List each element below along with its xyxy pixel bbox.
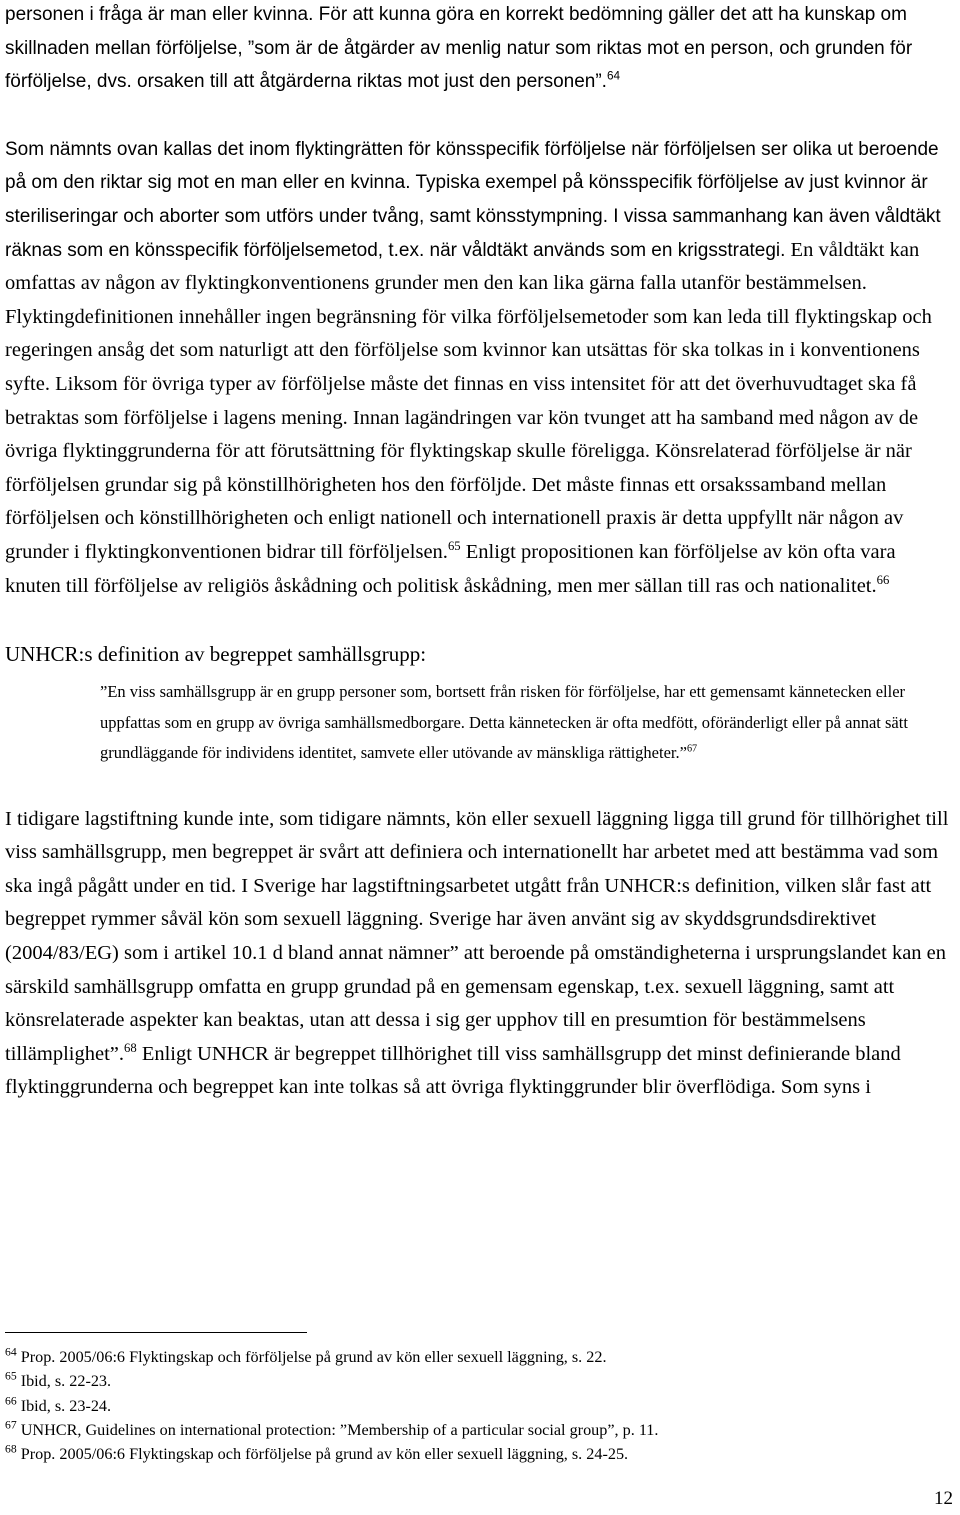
document-body: [5, 0, 955, 1105]
page-number: 12: [934, 1488, 953, 1509]
footnote-67: [5, 1418, 945, 1442]
section-heading: UNHCR:s definition av begreppet samhällsgrupp:: [5, 642, 427, 667]
footnote-64: [5, 1345, 945, 1369]
footnote-ref-67: 67: [686, 743, 698, 755]
footnote-text: Ibid, s. 23-24.: [16, 1396, 112, 1415]
footnote-ref-68: 68: [124, 1040, 137, 1055]
footnote-text: UNHCR, Guidelines on international protection: ”Membership of a particular social group”, p. 11.: [16, 1420, 659, 1439]
footnote-68: [5, 1442, 945, 1466]
footnote-66: [5, 1394, 945, 1418]
paragraph-social-group-text-2: Enligt UNHCR är begreppet tillhörighet till viss samhällsgrupp det minst definierande bland flyktinggrunderna och begreppet kan inte tolkas så att övriga flyktinggrunder blir överflödiga. Som syns i: [5, 1042, 901, 1099]
footnote-number: 67: [5, 1418, 17, 1432]
footnote-number: 68: [5, 1442, 17, 1456]
paragraph-gender-persecution: [5, 133, 955, 603]
footnotes: [5, 1332, 945, 1466]
block-quote-text: ”En viss samhällsgrupp är en grupp personer som, bortsett från risken för förföljelse, har ett gemensamt kännetecken eller uppfattas som en grupp av övriga samhällsmedborgare. Detta kännetecken är ofta medfött, oföränderligt eller på annat sätt grundläggande för individens identitet, samvete eller utövande av mänskliga rättigheter.”: [100, 682, 908, 763]
paragraph-intro-text: personen i fråga är man eller kvinna. För att kunna göra en korrekt bedömning gäller det att ha kunskap om skillnaden mellan förföljelse, ”som är de åtgärder av menlig natur som riktas mot en person, och grunden för förföljelse, dvs. orsaken till att åtgärderna riktas mot just den personen”.: [5, 4, 913, 93]
footnote-text: Prop. 2005/06:6 Flyktingskap och förföljelse på grund av kön eller sexuell läggning, s. 22.: [16, 1348, 607, 1366]
paragraph-gender-persecution-text: En våldtäkt kan omfattas av någon av flyktingkonventionens grunder men den kan lika gärna falla utanför bestämmelsen. Flyktingdefinitionen innehåller ingen begränsning för vilka förföljelsemetoder som kan leda till flyktingskap och regeringen ansåg det som naturligt att den förföljelse som kvinnor kan utsättas för ska tolkas in i konventionens syfte. Liksom för övriga typer av förföljelse måste det finnas en viss intensitet för att det överhuvudtaget ska få betraktas som förföljelse i lagens mening. Innan lagändringen var kön tvunget att ha samband med någon av de övriga flyktinggrunderna för att förutsättning för flyktingskap skulle föreligga. Könsrelaterad förföljelse är när förföljelsen grundar sig på könstillhörigheten hos den förföljde. Det måste finnas ett orsakssamband mellan förföljelsen och könstillhörigheten och enligt nationell och internationell praxis är detta uppfyllt när någon av grunder i flyktingkonventionen bidrar till förföljelsen.: [5, 238, 932, 563]
footnote-number: 66: [5, 1394, 17, 1408]
footnote-number: 65: [5, 1369, 17, 1383]
paragraph-social-group: [5, 803, 955, 1105]
footnote-text: Ibid, s. 22-23.: [16, 1372, 112, 1391]
footnote-divider: [5, 1332, 307, 1333]
paragraph-gender-persecution-sans-text: Som nämnts ovan kallas det inom flyktingrätten för könsspecifik förföljelse när förföljelsen ser olika ut beroende på om den riktar sig mot en man eller en kvinna. Typiska exempel på könsspecifik förföljelse av just kvinnor är steriliseringar och aborter som utförs under tvång, samt könsstympning. I vissa sammanhang kan även våldtäkt räknas som en könsspecifik förföljelsemetod, t.ex. när våldtäkt används som en krigsstrategi.: [5, 138, 941, 261]
paragraph-gender-persecution-text-2: Enligt propositionen kan förföljelse av kön ofta vara knuten till förföljelse av religiös åskådning och politisk åskådning, men mer sällan till ras och nationalitet.: [5, 540, 896, 597]
paragraph-social-group-text: I tidigare lagstiftning kunde inte, som tidigare nämnts, kön eller sexuell läggning ligga till grund för tillhörighet till viss samhällsgrupp, men begreppet är svårt att definiera och internationellt har arbetet med att bestämma vad som ska ingå pågått under en tid. I Sverige har lagstiftningsarbetet utgått från UNHCR:s definition, vilken slår fast att begreppet rymmer såväl kön som sexuell läggning. Sverige har även använt sig av skyddsgrundsdirektivet (2004/83/EG) som i artikel 10.1 d bland annat nämner” att beroende på omständigheterna i ursprungslandet kan en särskild samhällsgrupp omfatta en grupp grundad på en gemensam egenskap, t.ex. sexuell läggning, samt att könsrelaterade aspekter kan beaktas, utan att dessa i sig ger upphov till en presumtion för bestämmelsens tillämplighet”.: [5, 807, 949, 1065]
footnote-ref-64: 64: [606, 69, 621, 83]
paragraph-intro: [5, 0, 955, 99]
footnote-ref-65: 65: [447, 539, 461, 554]
footnote-65: [5, 1369, 945, 1393]
footnote-ref-66: 66: [876, 572, 890, 587]
footnote-number: 64: [5, 1345, 17, 1359]
footnote-text: Prop. 2005/06:6 Flyktingskap och förföljelse på grund av kön eller sexuell läggning, s. 24-25.: [16, 1445, 629, 1464]
block-quote: [100, 677, 955, 769]
